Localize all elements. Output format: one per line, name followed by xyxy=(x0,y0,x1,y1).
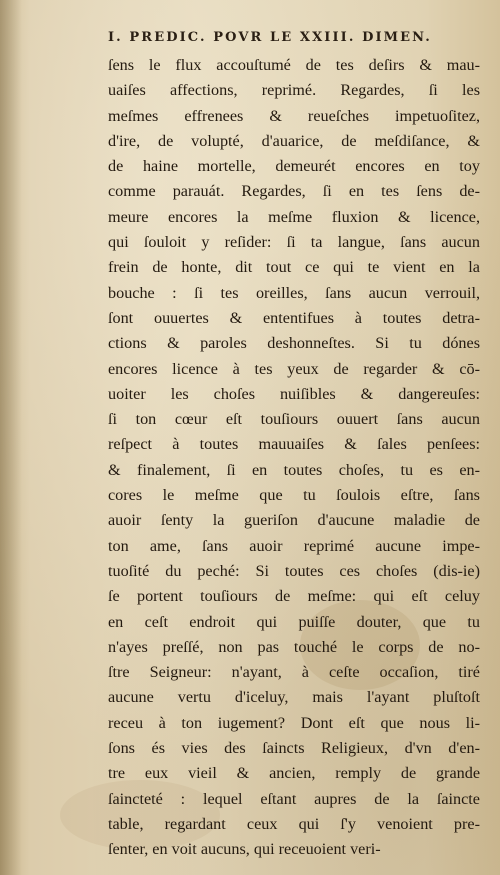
text-line: ſons és vies des ſaincts Religieux, d'vn d'en- xyxy=(108,739,480,758)
text-line: en ceſt endroit qui puiſſe douter, que tu xyxy=(108,612,480,631)
text-line: uaiſes affections, reprimé. Regardes, ſi les xyxy=(108,81,480,100)
text-line: ſtre Seigneur: n'ayant, à ceſte occaſion, tiré xyxy=(108,663,480,682)
body-text xyxy=(108,53,480,863)
text-line: meure encores la meſme fluxion & licence, xyxy=(108,207,480,226)
text-line: de haine mortelle, demeurét encores en toy xyxy=(108,157,480,176)
text-line: frein de honte, dit tout ce qui te vient en la xyxy=(108,258,480,277)
text-line: encores licence à tes yeux de regarder & cō- xyxy=(108,359,480,378)
text-line: d'ire, de volupté, d'auarice, de meſdiſance, & xyxy=(108,131,480,150)
text-line: comme parauát. Regardes, ſi en tes ſens de- xyxy=(108,182,480,201)
text-line: uoiter les choſes nuiſibles & dangereuſes: xyxy=(108,384,480,403)
running-head: I. PREDIC. POVR LE XXIII. DIMEN. xyxy=(108,30,432,45)
text-line: ſaincteté : lequel eſtant aupres de la ſaincte xyxy=(108,789,480,808)
text-line: receu à ton iugement? Dont eſt que nous li- xyxy=(108,713,480,732)
text-line: meſmes effrenees & reueſches impetuoſitez, xyxy=(108,106,480,125)
text-line: ſenter, en voit aucuns, qui receuoient veri- xyxy=(108,840,381,859)
text-line: aucune vertu d'iceluy, mais l'ayant pluſtoſt xyxy=(108,688,480,707)
text-line: tuoſité du peché: Si toutes ces choſes (dis-ie) xyxy=(108,561,480,580)
text-line: & finalement, ſi en toutes choſes, tu es en- xyxy=(108,460,480,479)
text-line: ſi ton cœur eſt touſiours ouuert ſans aucun xyxy=(108,410,480,429)
text-line: qui ſouloit y reſider: ſi ta langue, ſans aucun xyxy=(108,233,480,252)
text-line: ſont ouuertes & ententifues à toutes detra- xyxy=(108,308,480,327)
text-line: cores le meſme que tu ſoulois eſtre, ſans xyxy=(108,486,480,505)
text-line: reſpect à toutes mauuaiſes & ſales penſees: xyxy=(108,435,480,454)
text-line: auoir ſenty la gueriſon d'aucune maladie de xyxy=(108,511,480,530)
spine-shadow xyxy=(0,0,22,875)
text-line: n'ayes preſſé, non pas touché le corps de no- xyxy=(108,637,480,656)
text-line: table, regardant ceux qui ſ'y venoient pre- xyxy=(108,814,480,833)
text-line: ton ame, ſans auoir reprimé aucune impe- xyxy=(108,536,480,555)
text-line: ſe portent touſiours de meſme: qui eſt celuy xyxy=(108,587,480,606)
text-line: tre eux vieil & ancien, remply de grande xyxy=(108,764,480,783)
text-line: bouche : ſi tes oreilles, ſans aucun verrouil, xyxy=(108,283,480,302)
text-line: ſens le flux accouſtumé de tes deſirs & mau- xyxy=(108,56,480,74)
text-line: ctions & paroles deshonneſtes. Si tu dónes xyxy=(108,334,480,353)
